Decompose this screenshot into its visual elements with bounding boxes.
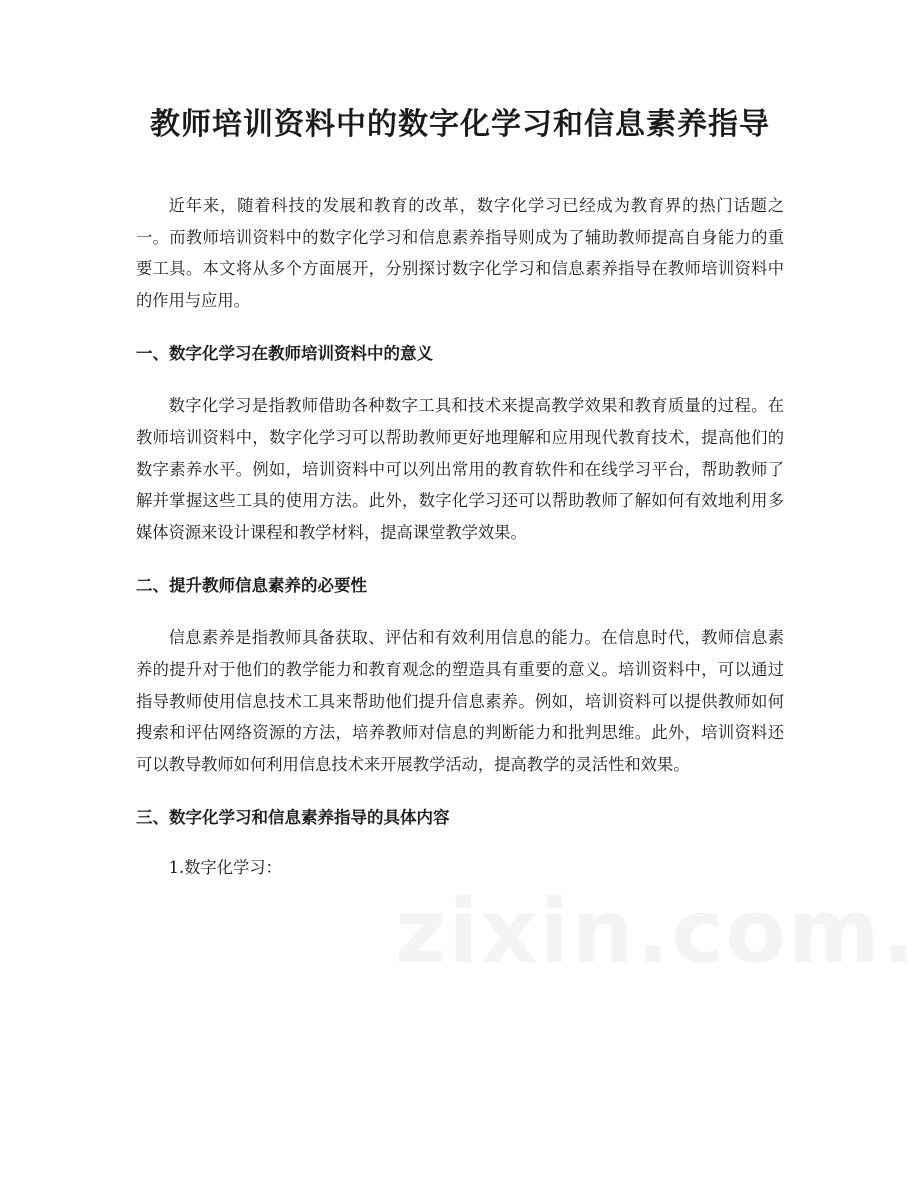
watermark <box>395 880 920 983</box>
section-1-heading: 一、数字化学习在教师培训资料中的意义 <box>136 344 433 364</box>
subitem-digital-learning: 1.数字化学习： <box>168 858 282 878</box>
section-3-heading: 三、数字化学习和信息素养指导的具体内容 <box>136 808 450 828</box>
section-2-heading: 二、提升教师信息素养的必要性 <box>136 576 367 596</box>
section-2-body: 信息素养是指教师具备获取、评估和有效利用信息的能力。在信息时代，教师信息素养的提升对于他们的教学能力和教育观念的塑造具有重要的意义。培训资料中，可以通过指导教师使用信息技术工具来帮助他们提升信息素养。例如，培训资料可以提供教师如何搜索和评估网络资源的方法，培养教师对信息的判断能力和批判思维。此外，培训资料还可以教导教师如何利用信息技术来开展教学活动，提高教学的灵活性和效果。 <box>136 628 784 774</box>
section-1-body: 数字化学习是指教师借助各种数字工具和技术来提高教学效果和教育质量的过程。在教师培训资料中，数字化学习可以帮助教师更好地理解和应用现代教育技术，提高他们的数字素养水平。例如，培训资料中可以列出常用的教育软件和在线学习平台，帮助教师了解并掌握这些工具的使用方法。此外，数字化学习还可以帮助教师了解如何有效地利用多媒体资源来设计课程和教学材料，提高课堂教学效果。 <box>136 396 784 542</box>
intro-paragraph: 近年来，随着科技的发展和教育的改革，数字化学习已经成为教育界的热门话题之一。而教师培训资料中的数字化学习和信息素养指导则成为了辅助教师提高自身能力的重要工具。本文将从多个方面展开，分别探讨数字化学习和信息素养指导在教师培训资料中的作用与应用。 <box>136 196 784 310</box>
document-title: 教师培训资料中的数字化学习和信息素养指导 <box>150 107 770 142</box>
